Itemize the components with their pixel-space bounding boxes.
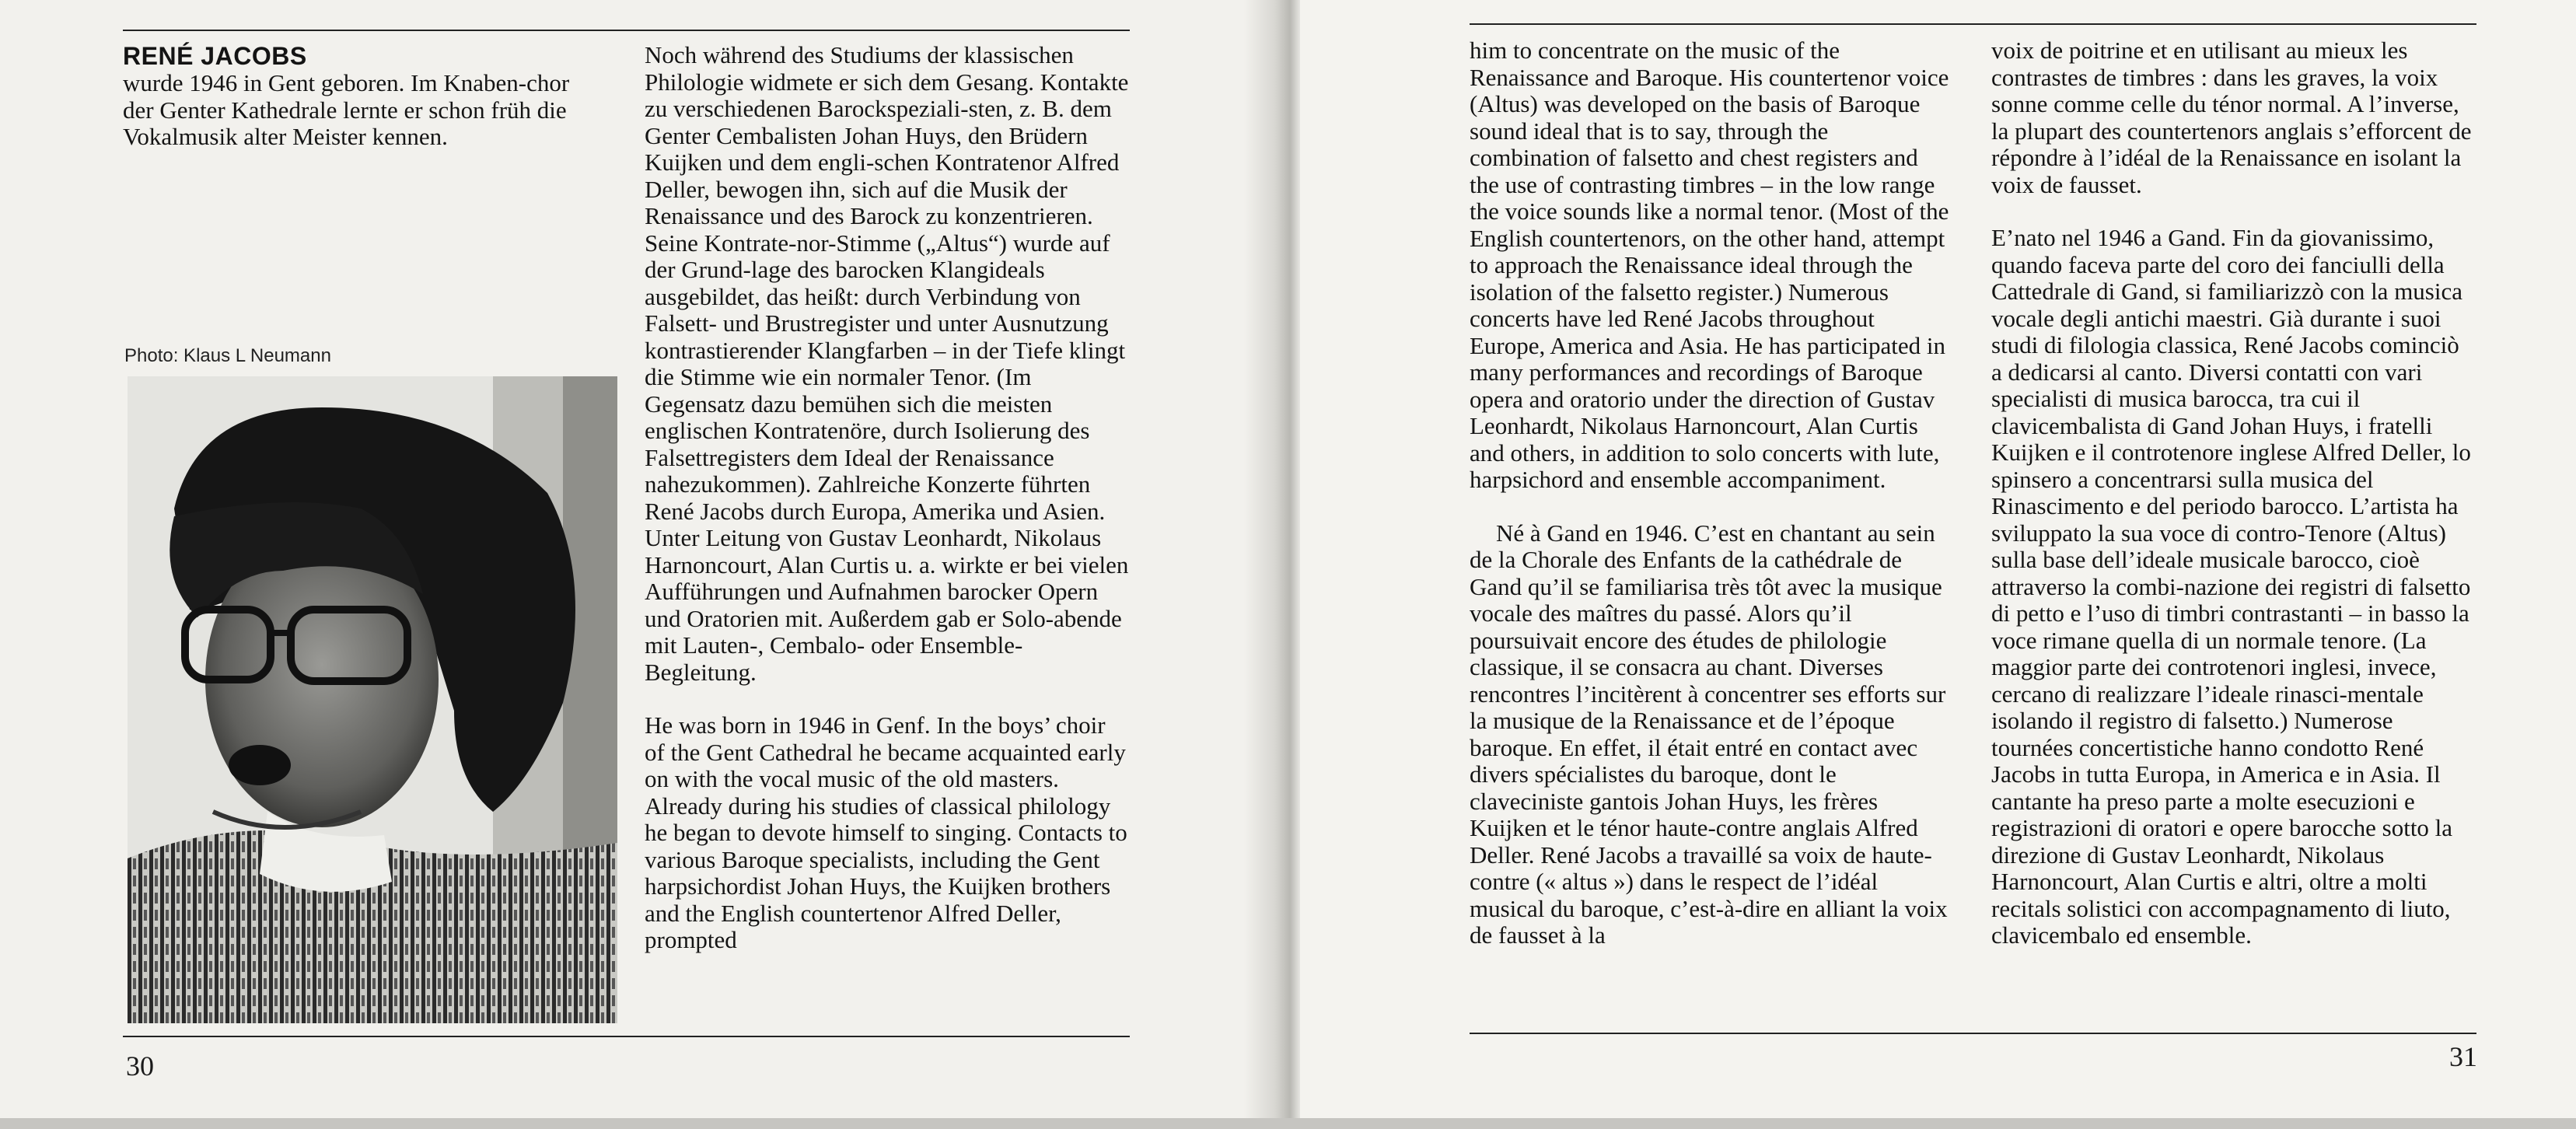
english-text-start: He was born in 1946 in Genf. In the boys’ choir of the Gent Cathedral he became acquainted early on with the vocal music of the old masters. Already during his studies of classical philology he began to devote himself to singing. Contacts to various Baroque specialists, including the Gent harpsichordist Johan Huys, the Kuijken brothers and the English countertenor Alfred Deller, prompted (645, 711, 1127, 953)
english-french-column (1470, 37, 1953, 949)
bottom-edge-shadow (0, 1118, 2576, 1129)
bottom-rule-left (123, 1036, 1130, 1037)
photo-credit: Photo: Klaus L Neumann (124, 345, 331, 366)
page-number-right: 31 (2449, 1041, 2477, 1072)
french-italian-column (1991, 37, 2475, 949)
german-text: Noch während des Studiums der klassischen Philologie widmete er sich dem Gesang. Kontakte zu verschiedenen Barockspeziali-sten, z. B. dem Genter Cembalisten Johan Huys, den Brüdern Kuijken und dem engli-schen Kontratenor Alfred Deller, bewogen ihn, sich auf die Musik der Renaissance und des Barock zu konzentrieren. Seine Kontrate-nor-Stimme („Altus“) wurde auf der Grund-lage des barocken Klangideals ausgebildet, das heißt: durch Verbindung von Falsett- und Brustregister und unter Ausnutzung kontrastierender Klangfarben – in der Tiefe klingt die Stimme wie ein normaler Tenor. (Im Gegensatz dazu bemühen sich die meisten englischen Kontratenöre, durch Isolierung des Falsettregisters dem Ideal der Renaissance nahezukommen). Zahlreiche Konzerte führten René Jacobs durch Europa, Amerika und Asien. Unter Leitung von Gustav Leonhardt, Nikolaus Harnoncourt, Alan Curtis u. a. wirkte er bei vielen Aufführungen und Aufnahmen barocker Opern und Oratorien mit. Außerdem gab er Solo-abende mit Lauten-, Cembalo- oder Ensemble-Begleitung. (645, 41, 1129, 686)
top-rule-right (1470, 23, 2476, 25)
page-number-left: 30 (126, 1050, 154, 1082)
top-rule-left (123, 30, 1130, 31)
right-page (1300, 0, 2576, 1129)
german-bio-continued (645, 42, 1130, 954)
english-text-continued: him to concentrate on the music of the Renaissance and Baroque. His countertenor voice (Altus) was developed on the basis of Baroque sound ideal that is to say, through the combination of falsetto and chest registers and the use of contrasting timbres – in the low range the voice sounds like a normal tenor. (Most of the English countertenors, on the other hand, attempt to approach the Renaissance ideal through the isolation of the falsetto register.) Numerous concerts have led René Jacobs throughout Europe, America and Asia. He has participated in many performances and recordings of Baroque opera and oratorio under the direction of Gustav Leonhardt, Nikolaus Harnoncourt, Alan Curtis and others, in addition to solo concerts with lute, harpsichord and ensemble accompaniment. (1470, 37, 1949, 493)
book-gutter (1244, 0, 1300, 1129)
french-text-continued: voix de poitrine et en utilisant au mieux les contrastes de timbres : dans les graves, la voix sonne comme celle du ténor normal. A l’inverse, la plupart des countertenors anglais s’efforcent de répondre à l’idéal de la Renaissance en isolant la voix de fausset. (1991, 37, 2472, 198)
bottom-rule-right (1470, 1033, 2476, 1034)
artist-name-heading: RENÉ JACOBS (123, 42, 307, 70)
italian-text: E’nato nel 1946 a Gand. Fin da giovanissimo, quando faceva parte del coro dei fanciulli della Cattedrale di Gand, si familiarizzò con la musica vocale degli antichi maestri. Già durante i suoi studi di filologia classica, René Jacobs cominciò a dedicarsi al canto. Diversi contatti con vari specialisti di musica barocca, tra cui il clavicembalista di Gand Johan Huys, i fratelli Kuijken e il controtenore inglese Alfred Deller, lo spinsero a concentrarsi sulla musica del Rinascimento e del periodo barocco. L’artista ha sviluppato la sua voce di contro-Tenore (Altus) sulla base dell’ideale musicale barocco, cioè attraverso la combi-nazione dei registri di falsetto di petto e l’uso di timbri contrastanti – in basso la voce rimane quella di un normale tenore. (La maggior parte dei controtenori inglesi, invece, cercano di realizzare l’ideale rinasci-mentale isolando il registro di falsetto.) Numerose tournées concertistiche hanno condotto René Jacobs in tutta Europa, in America e in Asia. Il cantante ha preso parte a molte esecuzioni e registrazioni di oratori e opere barocche sotto la direzione di Gustav Leonhardt, Nikolaus Harnoncourt, Alan Curtis e altri, oltre a molti recitals solistici con accompagnamento di liuto, clavicembalo ed ensemble. (1991, 224, 2471, 949)
bio-intro-german (123, 42, 589, 151)
french-text: Né à Gand en 1946. C’est en chantant au sein de la Chorale des Enfants de la cathédrale de Gand qu’il se familiarisa très tôt avec la musique vocale des maîtres du passé. Alors qu’il poursuivait encore des études de philologie classique, il se consacra au chant. Diverses rencontres l’incitèrent à concentrer ses efforts sur la musique de la Renaissance et de l’époque baroque. En effet, il était entré en contact avec divers spécialistes du baroque, dont le claveciniste gantois Johan Huys, les frères Kuijken et le ténor haute-contre anglais Alfred Deller. René Jacobs a travaillé sa voix de haute-contre (« altus ») dans le respect de l’idéal musical du baroque, c’est-à-dire en alliant la voix de fausset à la (1470, 519, 1948, 949)
portrait-photo (128, 376, 617, 1023)
german-intro-text: wurde 1946 in Gent geboren. Im Knaben-chor der Genter Kathedrale lernte er schon früh die Vokalmusik alter Meister kennen. (123, 69, 570, 150)
